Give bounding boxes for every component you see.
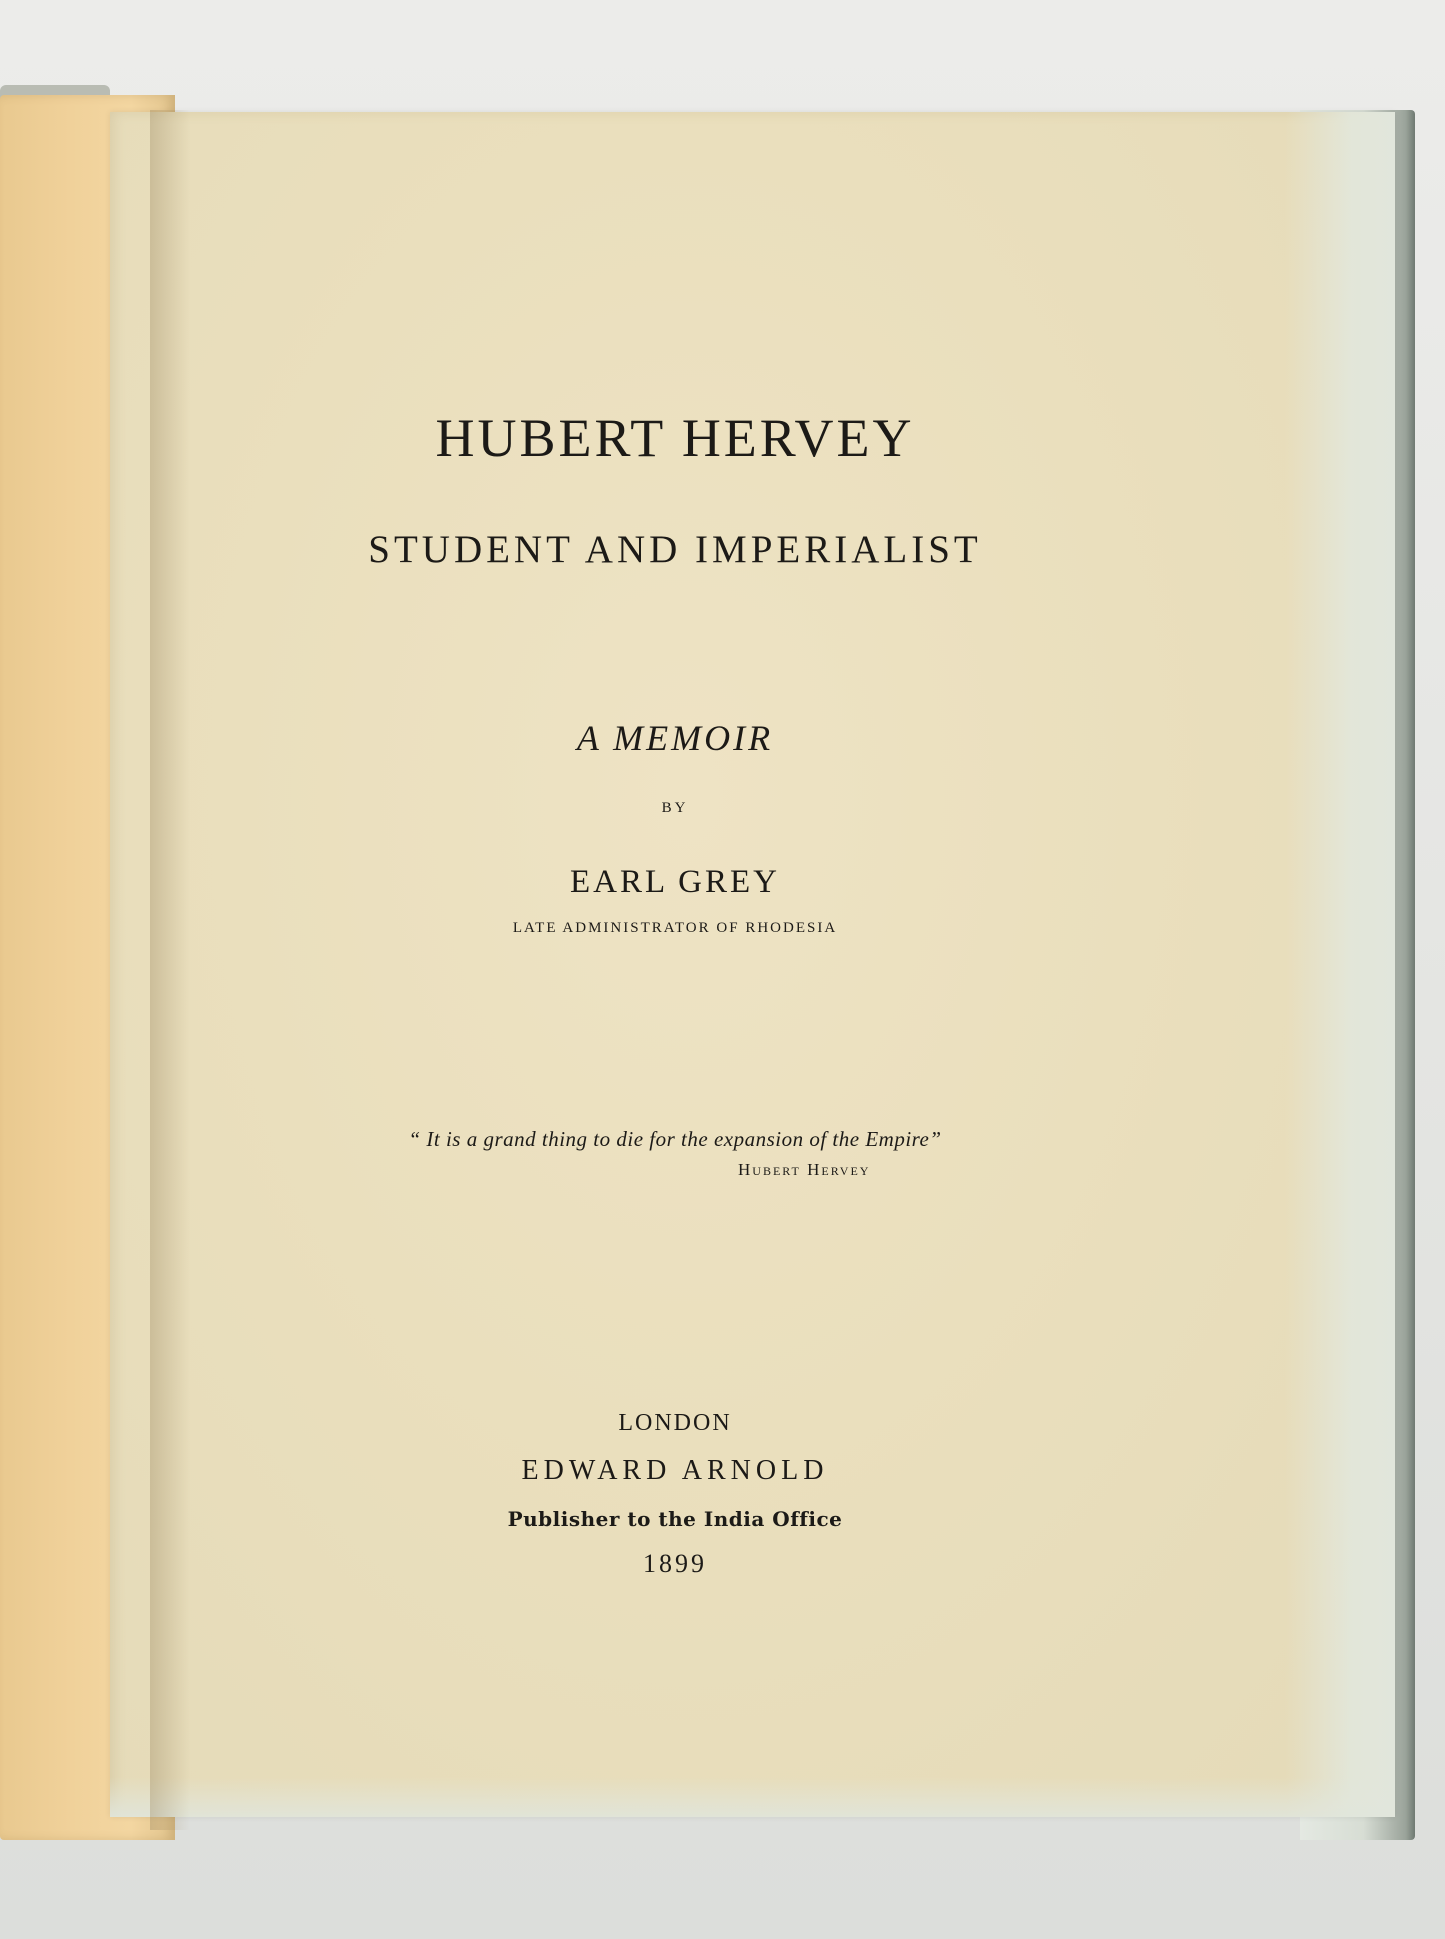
author-name: EARL GREY (569, 864, 780, 900)
page-gutter-shadow (150, 110, 190, 1830)
book-title: HUBERT HERVEY (435, 408, 915, 468)
title-page-text (110, 112, 1240, 1817)
memoir-label: A MEMOIR (576, 718, 774, 758)
epigraph-quote: “ It is a grand thing to die for the expansion of the Empire” (408, 1127, 942, 1151)
publication-place: LONDON (618, 1410, 732, 1436)
author-role: LATE ADMINISTRATOR OF RHODESIA (512, 920, 838, 936)
epigraph-attribution: Hubert Hervey (738, 1160, 871, 1179)
publisher-name: EDWARD ARNOLD (521, 1455, 829, 1486)
page-edge-fade (1285, 112, 1395, 1817)
book-subtitle: STUDENT AND IMPERIALIST (368, 528, 982, 571)
publication-year: 1899 (643, 1549, 707, 1578)
publisher-role: Publisher to the India Office (507, 1507, 843, 1531)
title-page (110, 112, 1395, 1817)
by-label: BY (661, 800, 689, 816)
